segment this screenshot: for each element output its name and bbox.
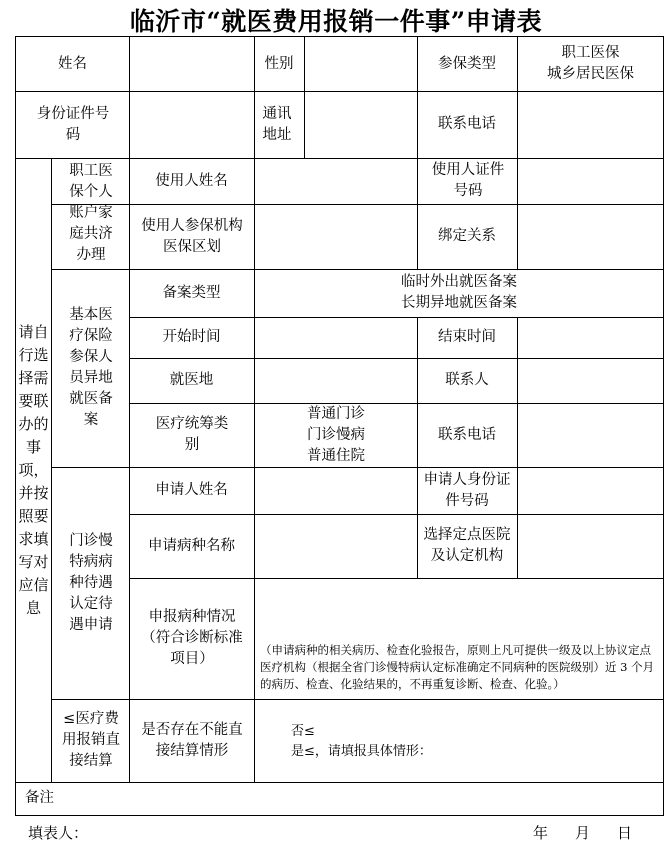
remarks-label: 备注 xyxy=(25,790,54,806)
phone-field[interactable] xyxy=(518,91,663,158)
settle-option-no[interactable]: 否≤ xyxy=(291,723,315,739)
side-instruction-label: 请自行选择需要联办的事项，并按照要求填写对应信息 xyxy=(18,322,49,617)
gender-label: 性别 xyxy=(264,55,294,72)
remote-phone-label: 联系电话 xyxy=(438,426,496,443)
settle-question-label: 是否存在不能直接结算情形 xyxy=(141,721,243,759)
applicant-name-label: 申请人姓名 xyxy=(155,482,228,498)
address-field[interactable] xyxy=(305,91,417,158)
applicant-id-field[interactable] xyxy=(518,467,663,514)
phone-label: 联系电话 xyxy=(438,116,496,132)
name-field[interactable] xyxy=(130,37,254,91)
pooling-options[interactable]: 普通门诊 门诊慢病 普通住院 xyxy=(307,405,365,464)
date-year: 年 xyxy=(533,824,549,842)
binding-label: 绑定关系 xyxy=(438,228,496,244)
id-field[interactable] xyxy=(130,91,254,158)
start-time-field[interactable] xyxy=(255,317,417,358)
user-id-label: 使用人证件号码 xyxy=(431,162,505,199)
hospital-field[interactable] xyxy=(518,514,663,578)
filing-type-label: 备案类型 xyxy=(162,284,221,301)
contact-label: 联系人 xyxy=(445,372,489,388)
situation-note: （申请病种的相关病历、检查化验报告，原则上凡可提供一级及以上协议定点医疗机构（根据全省门诊慢特病认定标准确定不同病种的医院级别）近 3 个月的病历、检查、化验结果的，不再重复诊断、检查、化验。） xyxy=(260,642,655,691)
applicant-id-label: 申请人身份证件号码 xyxy=(423,471,511,509)
name-label: 姓名 xyxy=(58,55,87,72)
binding-field[interactable] xyxy=(518,204,663,269)
end-time-field[interactable] xyxy=(518,317,663,358)
insurance-type-label: 参保类型 xyxy=(438,55,496,72)
form-title: 临沂市“就医费用报销一件事”申请表 xyxy=(129,7,543,36)
start-time-label: 开始时间 xyxy=(162,329,221,345)
section-remote-title: 基本医疗保险参保人员异地就医备案 xyxy=(69,307,113,428)
user-name-label: 使用人姓名 xyxy=(155,172,228,189)
situation-label: 申报病种情况（符合诊断标准项目） xyxy=(141,609,243,667)
user-area-label: 使用人参保机构医保区划 xyxy=(141,217,243,255)
remote-phone-field[interactable] xyxy=(518,403,663,467)
filing-type-options[interactable]: 临时外出就医备案 长期异地就医备案 xyxy=(401,274,517,311)
insurance-type-options[interactable]: 职工医保 城乡居民医保 xyxy=(547,45,634,82)
hospital-label: 选择定点医院及认定机构 xyxy=(423,527,511,564)
filler-label: 填表人： xyxy=(28,824,89,842)
user-area-field[interactable] xyxy=(255,204,417,269)
pooling-label: 医疗统筹类别 xyxy=(155,416,229,453)
address-label: 通讯地址 xyxy=(262,105,292,143)
section-settle-title: ≤医疗费用报销直接结算 xyxy=(62,711,120,769)
user-id-field[interactable] xyxy=(518,158,663,204)
end-time-label: 结束时间 xyxy=(438,329,496,345)
user-name-field[interactable] xyxy=(255,158,417,204)
section-chronic-title: 门诊慢特病病种待遇认定待遇申请 xyxy=(69,532,113,633)
contact-field[interactable] xyxy=(518,358,663,403)
disease-name-label: 申请病种名称 xyxy=(148,537,235,554)
place-label: 就医地 xyxy=(169,372,214,388)
applicant-name-field[interactable] xyxy=(255,467,417,514)
place-field[interactable] xyxy=(255,358,417,403)
id-label: 身份证件号码 xyxy=(36,105,110,143)
date-day: 日 xyxy=(617,824,633,842)
gender-field[interactable] xyxy=(305,37,417,91)
application-form-table xyxy=(15,36,664,816)
disease-name-field[interactable] xyxy=(255,514,417,578)
settle-option-yes[interactable]: 是≤，请填报具体情形： xyxy=(291,743,432,759)
remarks-field[interactable] xyxy=(76,783,663,815)
date-month: 月 xyxy=(575,824,591,842)
section-family-title: 职工医保个人账户家庭共济办理 xyxy=(69,163,113,263)
